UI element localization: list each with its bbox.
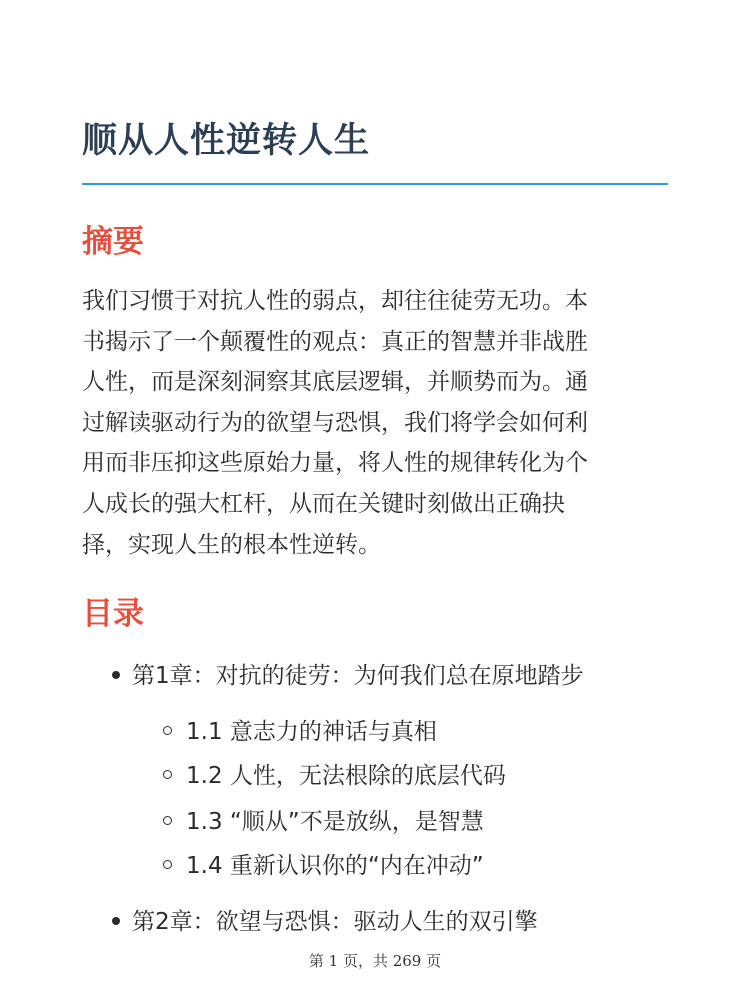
- summary-line: 过解读驱动行为的欲望与恐惧，我们将学会如何利: [82, 409, 588, 436]
- filled-bullet-icon: [112, 917, 120, 925]
- toc-chapter-label: 第1章：对抗的徒劳：为何我们总在原地踏步: [132, 663, 584, 689]
- summary-paragraph: [82, 281, 672, 565]
- toc-section-label: 1.3 “顺从”不是放纵，是智慧: [186, 809, 484, 835]
- summary-heading: 摘要: [82, 224, 144, 260]
- toc-section-1-1[interactable]: [163, 716, 437, 748]
- summary-line: 人性，而是深刻洞察其底层逻辑，并顺势而为。通: [82, 369, 588, 396]
- toc-heading: 目录: [82, 596, 144, 632]
- summary-line: 书揭示了一个颠覆性的观点：真正的智慧并非战胜: [82, 328, 588, 355]
- title-divider: [82, 183, 668, 185]
- toc-chapter-2[interactable]: [112, 906, 538, 938]
- toc-section-1-3[interactable]: [163, 806, 484, 838]
- toc-section-label: 1.4 重新认识你的“内在冲动”: [186, 853, 484, 879]
- toc-chapter-label: 第2章：欲望与恐惧：驱动人生的双引擎: [132, 909, 538, 935]
- page-title: 顺从人性逆转人生: [82, 121, 371, 161]
- summary-line: 用而非压抑这些原始力量，将人性的规律转化为个: [82, 450, 588, 477]
- hollow-bullet-icon: [163, 726, 172, 735]
- summary-line: 择，实现人生的根本性逆转。: [82, 531, 381, 558]
- summary-line: 我们习惯于对抗人性的弱点，却往往徒劳无功。本: [82, 288, 588, 314]
- hollow-bullet-icon: [163, 816, 172, 825]
- filled-bullet-icon: [112, 671, 120, 679]
- summary-line: 人成长的强大杠杆，从而在关键时刻做出正确抉: [82, 490, 565, 517]
- toc-section-1-4[interactable]: [163, 850, 484, 882]
- toc-chapter-1[interactable]: [112, 660, 584, 692]
- toc-section-label: 1.2 人性，无法根除的底层代码: [186, 763, 506, 789]
- page-indicator: 第 1 页，共 269 页: [308, 952, 442, 970]
- toc-section-1-2[interactable]: [163, 760, 506, 792]
- hollow-bullet-icon: [163, 770, 172, 779]
- hollow-bullet-icon: [163, 860, 172, 869]
- toc-section-label: 1.1 意志力的神话与真相: [186, 719, 437, 745]
